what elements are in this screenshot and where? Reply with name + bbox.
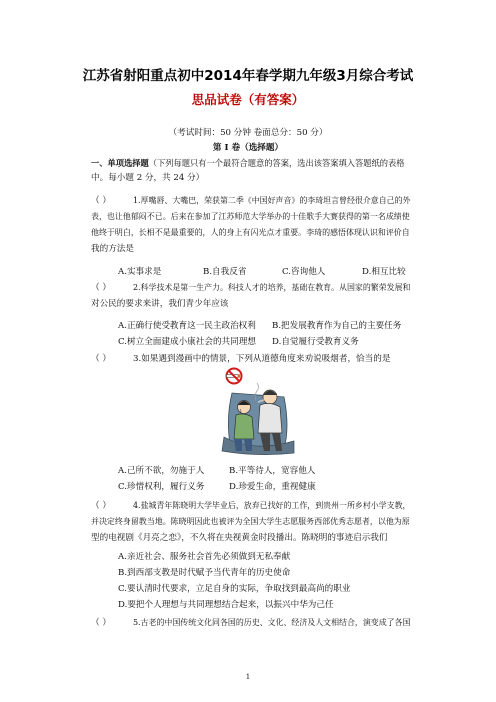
section-intro-line2: 中。每小题 2 分，共 24 分） [91,173,205,183]
no-smoking-cartoon [214,367,298,457]
question-1-line-1: 1.厚嘴唇、大嘴巴，荣获第二季《中国好声音》的李琦坦言曾经很介意自己的外 [133,196,411,205]
question-2-line-2: 对公民的要求来讲，我们青少年应该 [91,299,229,309]
question-4-option-a[interactable]: A.亲近社会、服务社会首先必须做到无私奉献 [118,552,291,562]
question-1-option-b[interactable]: B.自我反省 [203,267,247,277]
question-3-line-1: 3.如果遇到漫画中的情景，下列从道德角度来劝说吸烟者，恰当的是 [133,354,391,364]
document-title: 江苏省射阳重点初中2014年春学期九年级3月综合考试 [82,68,414,84]
question-3-option-c[interactable]: C.珍惜权利，履行义务 [118,482,205,492]
section-heading: 一、单项选择题 [91,158,149,168]
question-4-option-c[interactable]: C.要认清时代要求，立足自身的实际，争取找到最高尚的职业 [118,584,351,594]
question-1-line-4: 我的方法是 [91,244,134,254]
question-1-line-3: 他终于明白，长相不是最重要的，人的身上有闪光点才重要。李琦的感悟体现认识和评价自 [91,228,410,237]
question-3-option-b[interactable]: B.平等待人，宽容他人 [229,466,316,476]
question-4-line-2: 并决定终身留教当地。陈晓明因此也被评为全国大学生志愿服务西部优秀志愿者，以他为原 [91,517,410,526]
question-3-option-d[interactable]: D.珍爱生命，重视健康 [229,482,316,492]
question-5-line-1: 5.古老的中国传统文化同各国的历史、文化、经济及人文相结合，演变成了各国 [133,618,411,627]
question-2-option-a[interactable]: A.正确行使受教育这一民主政治权利 [118,321,256,331]
question-1-line-2: 表，也让他郁闷不已。后来在参加了江苏师范大学举办的十佳歌手大赛获得的第一名成绩使 [91,212,410,221]
question-4-answer-paren: （ ） [91,501,111,511]
question-2-option-b[interactable]: B.把发展教育作为自己的主要任务 [272,321,402,331]
question-4-line-3: 型的电视剧《月亮之恋》，不久将在央视黄金时段播出。陈晓明的事迹启示我们 [91,533,388,543]
question-1-option-d[interactable]: D.相互比较 [362,267,406,277]
part-title: 第 I 卷（选择题） [212,143,284,153]
question-5-answer-paren: （ ） [91,618,111,628]
page-number: 1 [245,673,251,681]
question-2-line-1: 2.科学技术是第一生产力。科技人才的培养，基础在教育。从国家的繁荣发展和 [133,283,411,292]
question-2-option-d[interactable]: D.自觉履行受教育义务 [272,337,359,347]
question-3-option-a[interactable]: A.己所不欲，勿施于人 [118,466,205,476]
section-intro-line1 [91,157,423,169]
section-intro-text: （下列每题只有一个最符合题意的答案，选出该答案填入答题纸的表格 [148,158,405,168]
no-smoking-sign-icon [227,369,242,384]
exam-info: （考试时间：50 分钟 卷面总分：50 分） [168,128,328,138]
question-3-answer-paren: （ ） [91,354,111,364]
question-1-answer-paren: （ ） [91,196,111,206]
question-4-line-1: 4.盐城青年陈晓明大学毕业后，放弃已找好的工作，到贵州一所乡村小学支教， [133,501,411,510]
question-1-option-c[interactable]: C.咨询他人 [282,267,326,277]
question-2-answer-paren: （ ） [91,283,111,293]
question-2-option-c[interactable]: C.树立全面建成小康社会的共同理想 [118,337,256,347]
document-subtitle: 思品试卷（有答案） [191,92,305,107]
question-4-option-b[interactable]: B.到西部支教是时代赋予当代青年的历史使命 [118,568,291,578]
question-4-option-d[interactable]: D.要把个人理想与共同理想结合起来，以振兴中华为己任 [118,600,334,610]
question-1-option-a[interactable]: A.实事求是 [118,267,162,277]
